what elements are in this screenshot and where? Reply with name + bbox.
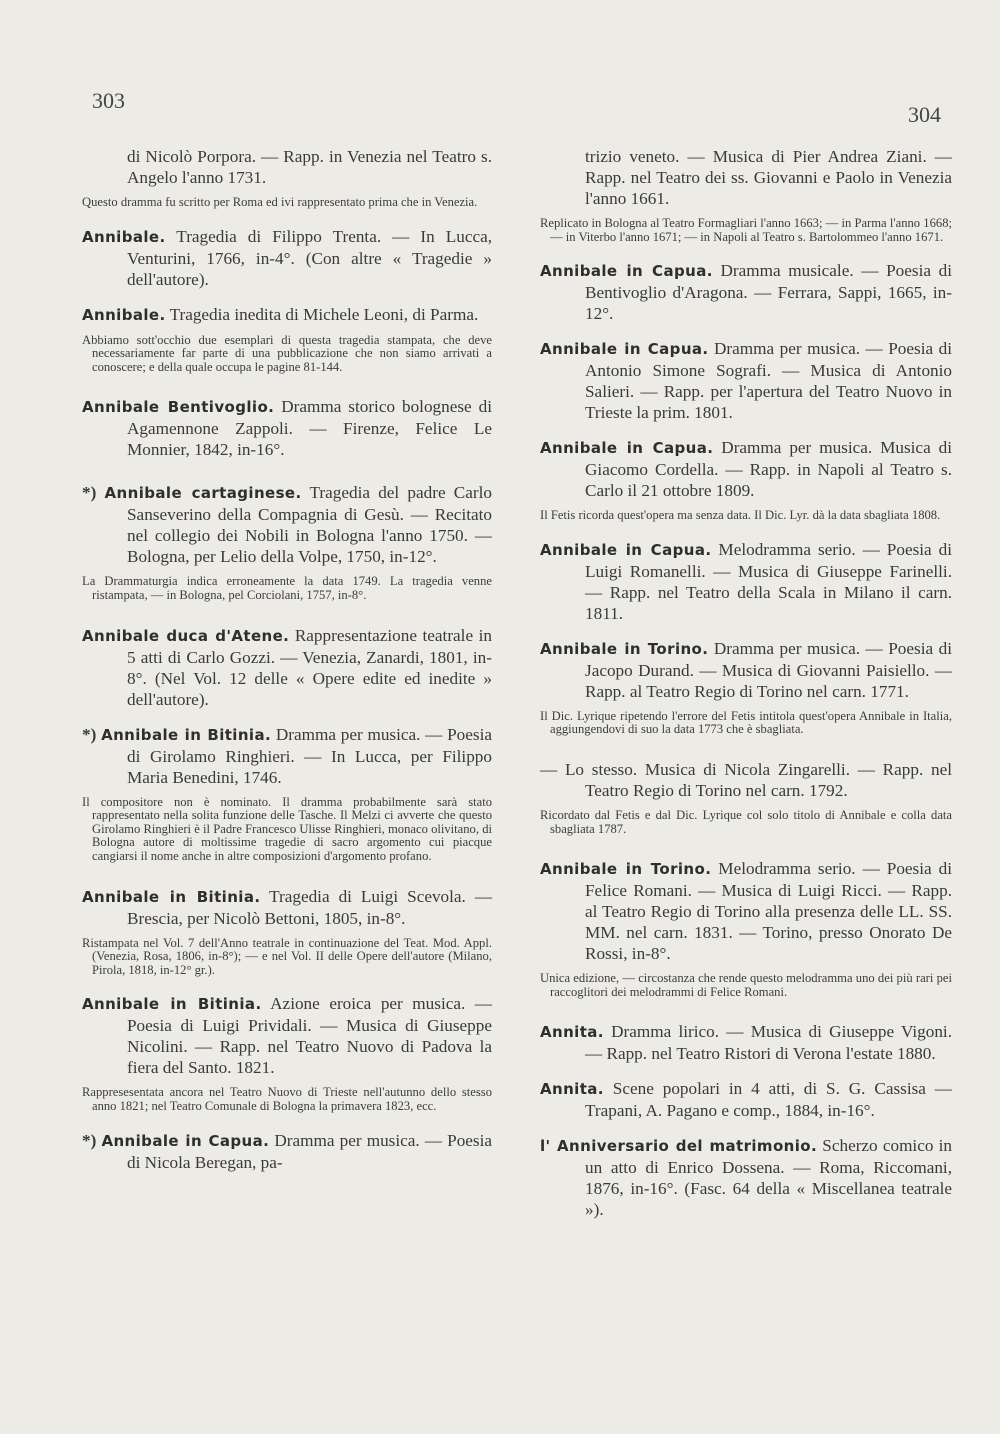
- left-column: [82, 146, 492, 1187]
- entry-title: Annibale in Bitinia.: [82, 887, 261, 906]
- entry-note: Replicato in Bologna al Teatro Formagliari l'anno 1663; — in Parma l'anno 1668; — in Viterbo l'anno 1671; — in Napoli al Teatro s. Bartolommeo l'anno 1671.: [540, 216, 952, 244]
- entry-annibale-cartaginese: *) Annibale cartaginese. Tragedia del padre Carlo Sanseverino della Compagnia di Gesù. — Recitato nel collegio dei Nobili in Bologna l'anno 1750. — Bologna, per Lelio della Volpe, 1750, in-12°.: [82, 483, 492, 567]
- entry-note: La Drammaturgia indica erroneamente la data 1749. La tragedia venne ristampata, — in Bologna, pel Corciolani, 1757, in-8°.: [82, 574, 492, 602]
- entry-title: Annibale in Capua.: [540, 262, 713, 281]
- entry-title: Annibale.: [82, 305, 166, 324]
- entry-note: Il Fetis ricorda quest'opera ma senza data. Il Dic. Lyr. dà la data sbagliata 1808.: [540, 508, 941, 523]
- entry-note: Il Dic. Lyrique ripetendo l'errore del Fetis intitola quest'opera Annibale in Italia, aggiungendovi di suo la data 1773 che è sbagliata.: [540, 708, 952, 737]
- entry-title: Annibale cartaginese.: [104, 484, 302, 503]
- entry-annibale-leoni: Annibale. Tragedia inedita di Michele Leoni, di Parma.: [82, 304, 479, 324]
- entry-annibale-capua-romanelli: Annibale in Capua. Melodramma serio. — Poesia di Luigi Romanelli. — Musica di Giuseppe Farinelli. — Rapp. nel Teatro della Scala in Milano il carn. 1811.: [540, 539, 952, 623]
- entry-title: Annibale duca d'Atene.: [82, 626, 290, 645]
- entry-annibale-bitinia-prividali: Annibale in Bitinia. Azione eroica per musica. — Poesia di Luigi Prividali. — Musica di Giuseppe Nicolini. — Rapp. nel Teatro Nuovo di Padova la fiera del Santo. 1821.: [82, 994, 493, 1078]
- entry-annibale-capua-bentivoglio: Annibale in Capua. Dramma musicale. — Poesia di Bentivoglio d'Aragona. — Ferrara, Sappi, 1665, in-12°.: [540, 261, 952, 324]
- entry-note: Rappresesentata ancora nel Teatro Nuovo di Trieste nell'autunno dello stesso anno 1821; nel Teatro Comunale di Bologna la primavera 1823, ecc.: [82, 1085, 492, 1113]
- entry-title: Annibale in Capua.: [540, 439, 714, 458]
- entry-anniversario-matrimonio: l' Anniversario del matrimonio. Scherzo comico in un atto di Enrico Dossena. — Roma, Riccomani, 1876, in-16°. (Fasc. 64 della « Miscellanea teatrale »).: [540, 1136, 952, 1220]
- right-column: [540, 146, 952, 1234]
- entry-annibale-trenta: Annibale. Tragedia di Filippo Trenta. — In Lucca, Venturini, 1766, in-4°. (Con altre « Tragedie » dell'autore).: [82, 226, 492, 289]
- entry-annibale-bentivoglio: Annibale Bentivoglio. Dramma storico bolognese di Agamennone Zappoli. — Firenze, Felice Le Monnier, 1842, in-16°.: [82, 397, 492, 460]
- entry-note: Questo dramma fu scritto per Roma ed ivi rappresentato prima che in Venezia.: [82, 195, 478, 209]
- entry-note: Unica edizione, — circostanza che rende questo melodramma uno dei più rari pei raccoglitori dei melodrammi di Felice Romani.: [540, 971, 952, 999]
- asterisk-mark: *): [82, 1130, 97, 1150]
- entry-continuation: trizio veneto. — Musica di Pier Andrea Ziani. — Rapp. nel Teatro dei ss. Giovanni e Paolo in Venezia l'anno 1661.: [585, 147, 952, 208]
- entry-annibale-capua-cordella: Annibale in Capua. Dramma per musica. Musica di Giacomo Cordella. — Rapp. in Napoli al Teatro s. Carlo il 21 ottobre 1809.: [540, 438, 952, 501]
- entry-annibale-capua-sografi: Annibale in Capua. Dramma per musica. — Poesia di Antonio Simone Sografi. — Musica di Antonio Salieri. — Rapp. per l'apertura del Teatro Nuovo in Trieste la prim. 1801.: [540, 339, 952, 423]
- entry-annita-cassisa: Annita. Scene popolari in 4 atti, di S. G. Cassisa — Trapani, A. Pagano e comp., 1884, in-16°.: [540, 1079, 952, 1121]
- entry-title: Annibale in Bitinia.: [101, 725, 272, 744]
- entry-title: Annibale in Torino.: [540, 639, 709, 658]
- entry-title: Annita.: [540, 1080, 604, 1099]
- entry-title: Annibale.: [82, 227, 166, 246]
- entry-title: Annibale in Torino.: [540, 860, 712, 879]
- entry-note: Ricordato dal Fetis e dal Dic. Lyrique col solo titolo di Annibale e colla data sbagliata 1787.: [540, 807, 952, 836]
- entry-annibale-bitinia-ringhieri: *) Annibale in Bitinia. Dramma per musica. — Poesia di Girolamo Ringhieri. — In Lucca, per Filippo Maria Benedini, 1746.: [82, 724, 493, 787]
- entry-annibale-bitinia-scevola: Annibale in Bitinia. Tragedia di Luigi Scevola. — Brescia, per Nicolò Bettoni, 1805, in-8°.: [82, 886, 493, 928]
- entry-note: Ristampata nel Vol. 7 dell'Anno teatrale in continuazione del Teat. Mod. Appl. (Venezia, Rosa, 1806, in-8°); — e nel Vol. II delle Opere dell'autore (Milano, Pirola, 1818, in-12° gr.).: [82, 935, 492, 977]
- entry-annibale-torino-romani: Annibale in Torino. Melodramma serio. — Poesia di Felice Romani. — Musica di Luigi Ricci. — Rapp. al Teatro Regio di Torino alla presenza delle LL. SS. MM. nel carn. 1831. — Torino, presso Onorato De Rossi, in-8°.: [540, 859, 952, 964]
- entry-annita-vigoni: Annita. Dramma lirico. — Musica di Giuseppe Vigoni. — Rapp. nel Teatro Ristori di Verona l'estate 1880.: [540, 1022, 952, 1064]
- entry-annibale-duca-atene: Annibale duca d'Atene. Rappresentazione teatrale in 5 atti di Carlo Gozzi. — Venezia, Zanardi, 1801, in-8°. (Nel Vol. 12 delle « Opere edite ed inedite » dell'autore).: [82, 625, 492, 709]
- entry-title: l' Anniversario del matrimonio.: [540, 1137, 818, 1156]
- entry-title: Annibale in Capua.: [540, 340, 709, 359]
- entry-title: Annibale in Bitinia.: [82, 995, 262, 1014]
- entry-lo-stesso-zingarelli: — Lo stesso. Musica di Nicola Zingarelli. — Rapp. nel Teatro Regio di Torino nel carn. 1792.: [540, 759, 952, 800]
- entry-title: Annibale in Capua.: [101, 1131, 270, 1150]
- entry-title: Annibale in Capua.: [540, 540, 712, 559]
- entry-title: Annibale Bentivoglio.: [82, 398, 275, 417]
- entry-annibale-torino-durand: Annibale in Torino. Dramma per musica. — Poesia di Jacopo Durand. — Musica di Giovanni Paisiello. — Rapp. al Teatro Regio di Torino nel carn. 1771.: [540, 638, 952, 701]
- asterisk-mark: *): [82, 724, 97, 744]
- entry-note: Il compositore non è nominato. Il dramma probabilmente sarà stato rappresentato nella solita funzione delle Tasche. Il Melzi ci avverte che questo Girolamo Ringhieri è il Padre Francesco Ulisse Ringhieri, monaco olivitano, di Bologna autore di moltissime tragedie di sacro argomento cui piacque cangiarsi il nome anche in altre composizioni d'argomento profano.: [82, 794, 492, 863]
- entry-title: Annita.: [540, 1023, 604, 1042]
- page-number-right: 304: [908, 102, 941, 127]
- entry-annibale-capua-beregan: *) Annibale in Capua. Dramma per musica. — Poesia di Nicola Beregan, pa-: [82, 1130, 493, 1172]
- page-number-left: 303: [92, 88, 125, 113]
- entry-continuation: di Nicolò Porpora. — Rapp. in Venezia nel Teatro s. Angelo l'anno 1731.: [127, 147, 492, 187]
- entry-note: Abbiamo sott'occhio due esemplari di questa tragedia stampata, che deve necessariamente far parte di una pubblicazione che non siamo arrivati a conoscere; e della quale occupa le pagine 81-144.: [82, 332, 492, 374]
- asterisk-mark: *): [82, 483, 97, 503]
